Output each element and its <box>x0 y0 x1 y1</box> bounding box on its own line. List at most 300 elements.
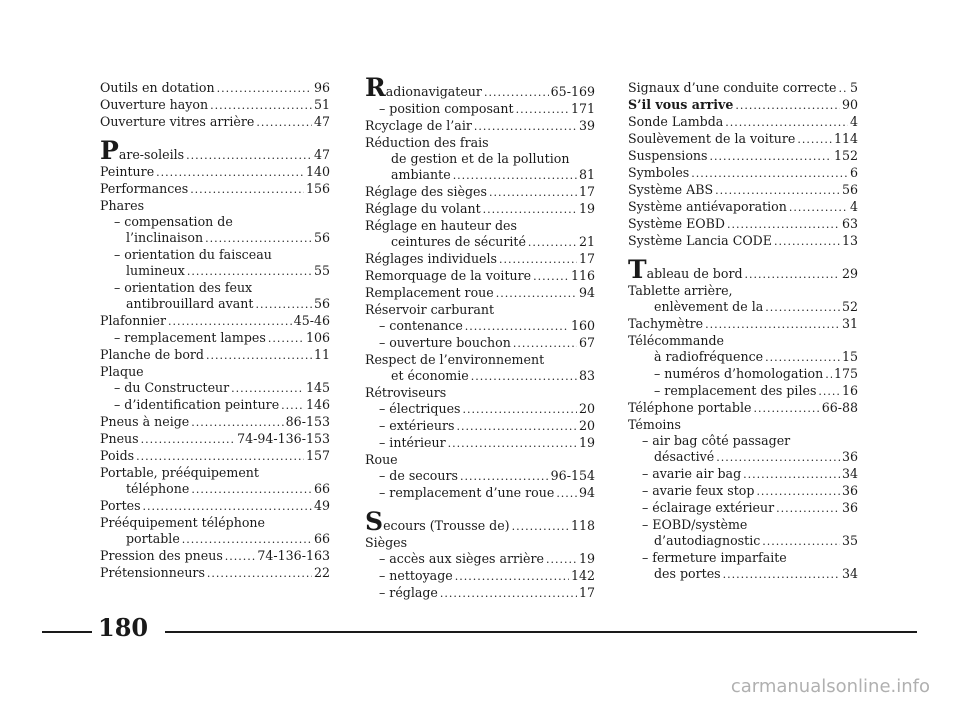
leader-dots <box>448 436 577 452</box>
index-entry-label: Signaux d’une conduite correcte <box>628 80 837 95</box>
index-entry <box>365 418 595 435</box>
index-entry-text <box>654 449 714 465</box>
index-page-ref: 146 <box>305 397 330 412</box>
leader-dots <box>210 98 312 114</box>
index-entry-label: Remplacement roue <box>365 285 494 300</box>
index-entry-label: ableau de bord <box>646 266 743 281</box>
leader-dots <box>465 319 569 335</box>
index-entry-label: Phares <box>100 198 145 213</box>
index-entry <box>628 80 858 97</box>
footer-rule-left <box>42 631 92 633</box>
leader-dots <box>455 569 569 585</box>
index-entry-text <box>365 507 510 536</box>
leader-dots <box>496 286 577 302</box>
leader-dots <box>191 482 312 498</box>
index-entry-label: – orientation des feux <box>114 280 253 295</box>
index-entry-label: Système ABS <box>628 182 714 197</box>
index-entry-text <box>100 364 144 380</box>
index-entry <box>100 296 330 313</box>
leader-dots <box>190 182 304 198</box>
index-page-ref: 6 <box>849 165 858 180</box>
index-entry <box>628 417 858 433</box>
index-entry-text <box>628 417 681 433</box>
index-entry <box>365 251 595 268</box>
leader-dots <box>743 467 840 483</box>
index-entry <box>100 498 330 515</box>
index-entry-text <box>100 97 208 113</box>
index-page-ref: 94 <box>578 485 595 500</box>
leader-dots <box>187 264 312 280</box>
index-entry-text <box>365 118 472 134</box>
index-entry-label: portable <box>126 531 180 546</box>
index-entry-text <box>365 251 497 267</box>
leader-dots <box>231 381 304 397</box>
index-entry-text <box>365 218 517 234</box>
index-entry <box>365 335 595 352</box>
index-entry <box>365 507 595 536</box>
index-entry-label: – intérieur <box>379 435 446 450</box>
index-page-ref: 66 <box>313 481 330 496</box>
index-entry-text <box>100 414 189 430</box>
index-entry <box>100 448 330 465</box>
index-entry-text <box>365 452 398 468</box>
index-page-ref: 96 <box>313 80 330 95</box>
index-entry-label: l’inclinaison <box>126 230 204 245</box>
index-entry <box>365 285 595 302</box>
index-page-ref: 145 <box>305 380 330 395</box>
index-page-ref: 171 <box>570 101 595 116</box>
leader-dots <box>207 566 312 582</box>
index-entry-text <box>100 548 223 564</box>
index-entry <box>100 280 330 296</box>
index-entry-text <box>654 366 823 382</box>
leader-dots <box>512 519 569 535</box>
index-entry-text <box>379 418 454 434</box>
index-entry-text <box>126 230 203 246</box>
index-entry-text <box>126 481 189 497</box>
index-entry-label: Respect de l’environnement <box>365 352 545 367</box>
index-entry-label: antibrouillard avant <box>126 296 254 311</box>
index-entry <box>100 263 330 280</box>
leader-dots <box>217 81 312 97</box>
index-page-ref: 35 <box>841 533 858 548</box>
index-entry <box>100 181 330 198</box>
index-page-ref: 116 <box>570 268 595 283</box>
index-page-ref: 21 <box>578 234 595 249</box>
index-entry <box>100 97 330 114</box>
leader-dots <box>513 336 577 352</box>
index-entry-label: Rcyclage de l’air <box>365 118 472 133</box>
index-page-ref: 15 <box>841 349 858 364</box>
index-column-2 <box>365 73 595 602</box>
index-page-ref: 67 <box>578 335 595 350</box>
index-entry-text <box>126 296 253 312</box>
index-entry-text <box>654 383 816 399</box>
leader-dots <box>143 499 312 515</box>
index-entry-label: – extérieurs <box>379 418 455 433</box>
index-entry-text <box>379 551 544 567</box>
index-page-ref: 96-154 <box>550 468 595 483</box>
index-entry-label: ecours (Trousse de) <box>383 518 510 533</box>
index-entry-text <box>654 566 721 582</box>
index-entry <box>100 347 330 364</box>
index-entry-label: Portable, prééquipement <box>100 465 259 480</box>
index-page-ref: 118 <box>570 518 595 533</box>
index-entry <box>100 164 330 181</box>
index-entry <box>365 585 595 602</box>
index-entry-label: – compensation de <box>114 214 233 229</box>
index-entry-text <box>100 498 141 514</box>
index-page-ref: 4 <box>849 199 858 214</box>
index-entry-text <box>100 347 204 363</box>
index-page-ref: 56 <box>313 230 330 245</box>
index-entry-label: Prétensionneurs <box>100 565 205 580</box>
index-entry-text <box>642 500 774 516</box>
index-entry-label: – de secours <box>379 468 458 483</box>
index-entry-text <box>628 316 703 332</box>
index-entry <box>100 414 330 431</box>
index-entry <box>628 148 858 165</box>
index-entry-label: Téléphone portable <box>628 400 752 415</box>
index-entry-label: Soulèvement de la voiture <box>628 131 796 146</box>
index-page-ref: 65-169 <box>550 84 595 99</box>
index-entry-text <box>114 330 266 346</box>
leader-dots <box>556 486 577 502</box>
leader-dots <box>440 586 577 602</box>
index-page-ref: 152 <box>833 148 858 163</box>
leader-dots <box>206 348 312 364</box>
index-entry-label: ambiante <box>391 167 451 182</box>
index-entry-label: Tachymètre <box>628 316 704 331</box>
index-entry <box>365 151 595 167</box>
index-entry-label: Poids <box>100 448 135 463</box>
index-entry-text <box>379 435 446 451</box>
index-entry <box>100 531 330 548</box>
index-entry <box>628 131 858 148</box>
index-entry-text <box>365 268 531 284</box>
index-entry-text <box>379 335 511 351</box>
index-entry-label: téléphone <box>126 481 190 496</box>
index-entry <box>628 483 858 500</box>
index-entry-text <box>379 401 460 417</box>
index-entry-label: Réglages individuels <box>365 251 498 266</box>
leader-dots <box>715 183 840 199</box>
index-entry <box>365 551 595 568</box>
index-page-ref: 17 <box>578 184 595 199</box>
leader-dots <box>268 331 304 347</box>
index-entry <box>628 533 858 550</box>
index-page-ref: 142 <box>570 568 595 583</box>
leader-dots <box>516 102 569 118</box>
index-entry <box>628 550 858 566</box>
index-entry-label: – avarie feux stop <box>642 483 755 498</box>
index-entry-text <box>126 263 185 279</box>
index-entry-text <box>654 349 763 365</box>
index-entry <box>365 485 595 502</box>
index-entry-label: désactivé <box>654 449 715 464</box>
index-entry <box>365 73 595 102</box>
index-entry-text <box>628 165 689 181</box>
index-entry-text <box>114 397 279 413</box>
index-page-ref: 17 <box>578 251 595 266</box>
index-entry <box>628 349 858 366</box>
leader-dots <box>186 148 312 164</box>
index-entry-label: Performances <box>100 181 189 196</box>
index-entry <box>628 566 858 583</box>
index-entry-label: enlèvement de la <box>654 299 764 314</box>
index-entry <box>365 452 595 468</box>
index-entry <box>365 352 595 368</box>
index-page-ref: 36 <box>841 500 858 515</box>
leader-dots <box>716 450 840 466</box>
index-entry <box>100 214 330 230</box>
index-page-ref: 160 <box>570 318 595 333</box>
index-entry-label: – fermeture imparfaite <box>642 550 787 565</box>
index-entry-label: Réduction des frais <box>365 135 489 150</box>
index-entry <box>100 515 330 531</box>
index-entry-label: adionavigateur <box>385 84 482 99</box>
index-entry-text <box>100 465 259 481</box>
leader-dots <box>745 267 840 283</box>
index-entry <box>628 233 858 250</box>
index-page-ref: 90 <box>841 97 858 112</box>
index-entry <box>628 333 858 349</box>
index-page-ref: 81 <box>578 167 595 182</box>
index-entry <box>365 201 595 218</box>
leader-dots <box>789 200 848 216</box>
index-entry-label: – numéros d’homologation <box>654 366 824 381</box>
page-number: 180 <box>98 613 149 642</box>
index-entry <box>628 97 858 114</box>
index-entry <box>365 118 595 135</box>
index-entry <box>365 385 595 401</box>
index-entry-label: Plafonnier <box>100 313 166 328</box>
index-page-ref: 19 <box>578 551 595 566</box>
index-page-ref: 34 <box>841 566 858 581</box>
leader-dots <box>281 398 304 414</box>
index-entry <box>628 316 858 333</box>
index-entry <box>100 198 330 214</box>
index-entry-text <box>628 97 733 113</box>
leader-dots <box>735 98 840 114</box>
index-entry <box>100 465 330 481</box>
index-entry-text <box>100 136 185 165</box>
index-entry-text <box>391 167 451 183</box>
index-entry-label: Portes <box>100 498 141 513</box>
index-entry-label: Plaque <box>100 364 144 379</box>
index-entry <box>100 313 330 330</box>
index-entry <box>365 318 595 335</box>
index-entry-label: Roue <box>365 452 398 467</box>
index-entry <box>100 114 330 131</box>
index-entry-label: – contenance <box>379 318 463 333</box>
index-page-ref: 19 <box>578 435 595 450</box>
leader-dots <box>818 384 840 400</box>
index-entry-label: Réglage en hauteur des <box>365 218 517 233</box>
leader-dots <box>191 415 283 431</box>
index-entry-label: – accès aux sièges arrière <box>379 551 544 566</box>
index-entry-text <box>114 380 229 396</box>
index-page-ref: 36 <box>841 449 858 464</box>
leader-dots <box>838 81 848 97</box>
index-entry-label: Pneus <box>100 431 139 446</box>
index-entry-label: are-soleils <box>118 147 185 162</box>
index-page-ref: 13 <box>841 233 858 248</box>
index-letter-initial: R <box>365 73 386 102</box>
index-entry <box>365 184 595 201</box>
leader-dots <box>474 119 577 135</box>
index-letter-initial: S <box>365 507 384 536</box>
index-letter-initial: T <box>628 255 647 284</box>
index-entry <box>628 433 858 449</box>
index-page-ref: 39 <box>578 118 595 133</box>
index-entry-label: Rétroviseurs <box>365 385 447 400</box>
leader-dots <box>205 231 312 247</box>
index-page-ref: 55 <box>313 263 330 278</box>
index-entry-label: Réglage des sièges <box>365 184 487 199</box>
index-page-ref: 52 <box>841 299 858 314</box>
index-page-ref: 157 <box>305 448 330 463</box>
index-entry-label: Peinture <box>100 164 155 179</box>
index-entry-text <box>100 181 188 197</box>
index-entry-label: Sièges <box>365 535 408 550</box>
index-entry-text <box>100 114 254 130</box>
index-entry-label: Système EOBD <box>628 216 725 231</box>
index-entry-text <box>114 247 272 263</box>
index-page-ref: 19 <box>578 201 595 216</box>
index-entry-text <box>365 385 446 401</box>
index-entry <box>628 255 858 284</box>
leader-dots <box>499 252 577 268</box>
index-entry-label: d’autodiagnostic <box>654 533 761 548</box>
index-column-1 <box>100 80 330 582</box>
index-entry <box>365 167 595 184</box>
index-entry-text <box>628 148 707 164</box>
index-page-ref: 114 <box>833 131 858 146</box>
index-entry-label: Planche de bord <box>100 347 204 362</box>
index-page-ref: 34 <box>841 466 858 481</box>
index-entry-label: – nettoyage <box>379 568 453 583</box>
index-page-ref: 11 <box>313 347 330 362</box>
index-page-ref: 106 <box>305 330 330 345</box>
index-entry-label: Ouverture hayon <box>100 97 209 112</box>
index-entry-text <box>365 535 407 551</box>
index-page-ref: 56 <box>313 296 330 311</box>
index-entry-text <box>100 565 205 581</box>
index-entry-label: et économie <box>391 368 469 383</box>
leader-dots <box>774 234 840 250</box>
index-entry <box>100 548 330 565</box>
index-entry-text <box>379 101 514 117</box>
index-entry <box>365 302 595 318</box>
index-entry-label: Télécommande <box>628 333 725 348</box>
index-entry-text <box>391 151 569 167</box>
index-entry <box>628 366 858 383</box>
index-entry <box>365 435 595 452</box>
index-entry-text <box>100 198 144 214</box>
leader-dots <box>156 165 304 181</box>
index-entry-label: – air bag côté passager <box>642 433 791 448</box>
index-entry-text <box>654 299 763 315</box>
index-entry <box>628 114 858 131</box>
index-column-3 <box>628 80 858 583</box>
index-page-ref: 22 <box>313 565 330 580</box>
index-entry-label: Prééquipement téléphone <box>100 515 265 530</box>
index-page-ref: 31 <box>841 316 858 331</box>
index-entry-label: – électriques <box>379 401 461 416</box>
index-entry <box>365 468 595 485</box>
index-entry <box>628 400 858 417</box>
index-entry <box>365 401 595 418</box>
index-entry-text <box>379 585 438 601</box>
index-entry-text <box>365 302 494 318</box>
leader-dots <box>705 317 840 333</box>
index-entry-text <box>100 448 134 464</box>
index-entry-label: Sonde Lambda <box>628 114 724 129</box>
index-entry-text <box>628 114 723 130</box>
leader-dots <box>762 534 840 550</box>
index-page-ref: 66 <box>313 531 330 546</box>
index-entry-label: Témoins <box>628 417 682 432</box>
index-entry <box>100 565 330 582</box>
leader-dots <box>225 549 256 565</box>
leader-dots <box>483 202 577 218</box>
leader-dots <box>255 297 312 313</box>
index-entry-label: à radiofréquence <box>654 349 764 364</box>
leader-dots <box>765 300 840 316</box>
index-page-ref: 29 <box>841 266 858 281</box>
index-page-ref: 47 <box>313 147 330 162</box>
index-entry-label: Tablette arrière, <box>628 283 733 298</box>
index-entry-text <box>365 184 487 200</box>
index-entry <box>628 165 858 182</box>
index-entry-label: – orientation du faisceau <box>114 247 272 262</box>
index-entry <box>100 80 330 97</box>
index-entry <box>628 283 858 299</box>
index-entry <box>365 135 595 151</box>
index-page-ref: 20 <box>578 418 595 433</box>
index-entry-text <box>379 485 554 501</box>
index-entry <box>628 466 858 483</box>
index-entry-text <box>114 280 252 296</box>
index-entry-text <box>365 73 482 102</box>
index-entry-label: de gestion et de la pollution <box>391 151 570 166</box>
leader-dots <box>471 369 577 385</box>
index-entry-label: Symboles <box>628 165 690 180</box>
index-entry <box>365 268 595 285</box>
index-entry-text <box>391 234 526 250</box>
leader-dots <box>533 269 569 285</box>
index-letter-initial: P <box>100 136 119 165</box>
index-entry-text <box>100 515 265 531</box>
index-entry-label: lumineux <box>126 263 185 278</box>
index-page-ref: 94 <box>578 285 595 300</box>
leader-dots <box>753 401 819 417</box>
index-page-ref: 20 <box>578 401 595 416</box>
leader-dots <box>727 217 840 233</box>
index-entry-label: – remplacement d’une roue <box>379 485 555 500</box>
index-entry-text <box>628 400 751 416</box>
index-entry-label: ceintures de sécurité <box>391 234 526 249</box>
leader-dots <box>460 469 549 485</box>
index-entry <box>100 431 330 448</box>
index-entry-text <box>379 318 463 334</box>
index-entry-label: – réglage <box>379 585 438 600</box>
index-entry-text <box>642 483 754 499</box>
index-entry <box>365 234 595 251</box>
index-entry-label: Outils en dotation <box>100 80 215 95</box>
index-entry-label: Pression des pneus <box>100 548 223 563</box>
